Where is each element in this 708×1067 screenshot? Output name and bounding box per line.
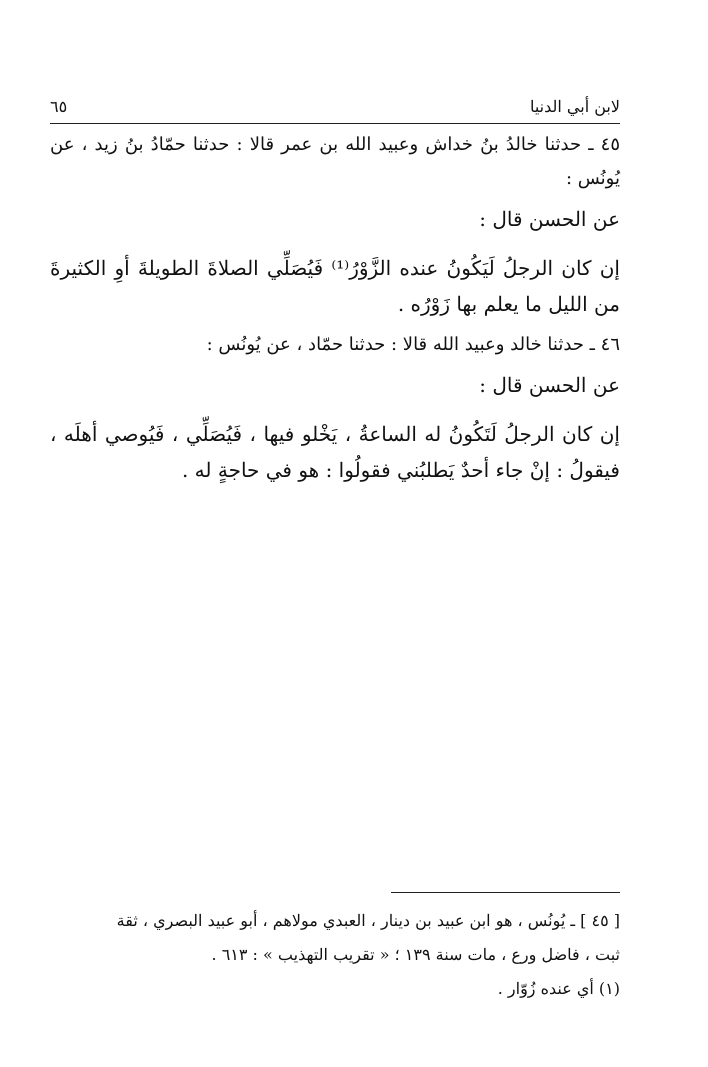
hadith-46-isnad: ٤٦ ـ حدثنا خالد وعبيد الله قالا : حدثنا حمّاد ، عن يُونُس : <box>206 334 620 355</box>
hadith-46-speaker: عن الحسن قال : <box>479 373 620 397</box>
hadith-46 <box>50 328 620 488</box>
hadith-45-isnad: ٤٥ ـ حدثنا خالدُ بنُ خداش وعبيد الله بن عمر قالا : حدثنا حمّادُ بنُ زيد ، عن يُونُس : <box>50 134 620 189</box>
footnote-45-line-1: [ ٤٥ ] ـ يُونُس ، هو ابن عبيد بن دينار ، العبدي مولاهم ، أبو عبيد البصري ، ثقة <box>116 911 620 930</box>
hadith-45-speaker: عن الحسن قال : <box>479 207 620 231</box>
hadith-46-matn: إن كان الرجلُ لَتَكُونُ له الساعةُ ، يَخْلو فيها ، فَيُصَلِّي ، فَيُوصي أهلَه ، فيقولُ : إنْ جاء أحدٌ يَطلبُني فقولُوا : هو في حاجةٍ له . <box>50 422 620 482</box>
main-text <box>50 128 620 488</box>
footnote-1: (١) أي عنده زُوّار . <box>497 979 620 998</box>
hadith-45 <box>50 128 620 322</box>
header-rule <box>50 123 620 124</box>
footnote-rule <box>391 892 620 893</box>
hadith-45-matn: إن كان الرجلُ لَيَكُونُ عنده الزَّوْرُ⁽¹⁾ فَيُصَلِّي الصلاةَ الطويلةَ أوِ الكثيرةَ من الليل ما يعلم بها زَوْرُه . <box>50 256 620 316</box>
running-title: لابن أبي الدنيا <box>529 97 620 116</box>
footnote-45-line-2: ثبت ، فاضل ورع ، مات سنة ١٣٩ ؛ « تقريب التهذيب » : ٦١٣ . <box>211 945 620 964</box>
footnotes <box>50 904 620 1006</box>
page-number: ٦٥ <box>50 97 68 116</box>
page-header <box>50 88 620 120</box>
